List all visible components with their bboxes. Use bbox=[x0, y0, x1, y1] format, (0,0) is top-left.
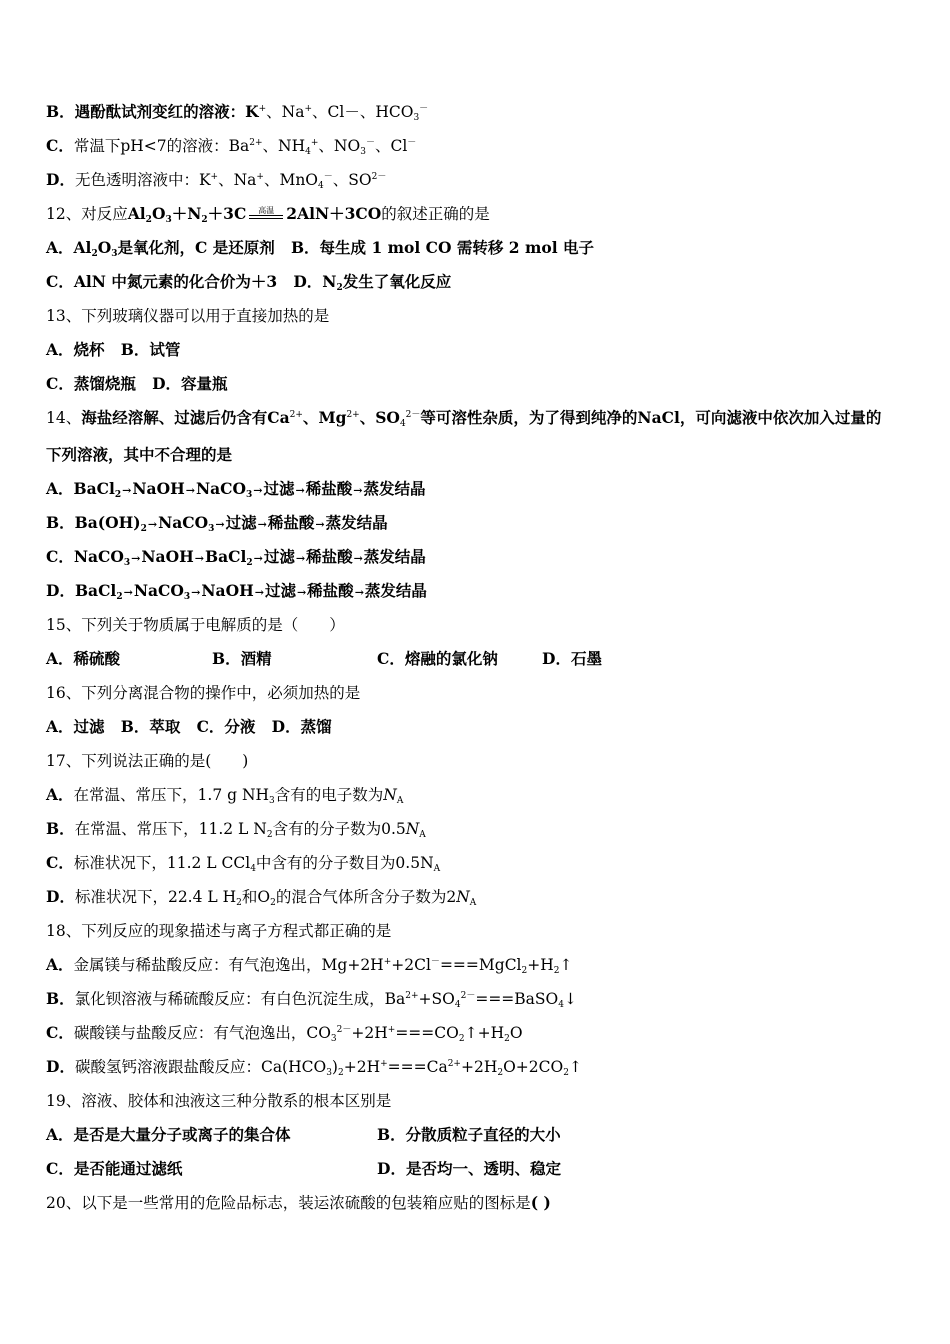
question-14-cont: 下列溶液，其中不合理的是 bbox=[46, 445, 233, 464]
question-number: 19、 bbox=[46, 1092, 82, 1110]
question-16-options: A．过滤 B．萃取 C．分液 D．蒸馏 bbox=[46, 717, 332, 736]
arrow-icon: → bbox=[215, 518, 225, 531]
option-label: C． bbox=[46, 853, 74, 872]
option-label: C． bbox=[46, 1023, 74, 1042]
arrow-icon: → bbox=[185, 484, 195, 497]
question-number: 20、 bbox=[46, 1194, 82, 1212]
option-label: C． bbox=[377, 649, 405, 668]
question-16: 16、下列分离混合物的操作中，必须加热的是 bbox=[46, 684, 361, 702]
option-label: A． bbox=[46, 955, 74, 974]
question-13-options-ab: A．烧杯 B．试管 bbox=[46, 340, 181, 359]
option-label: D． bbox=[46, 887, 75, 906]
option-label: C． bbox=[46, 136, 74, 155]
arrow-icon: → bbox=[131, 552, 141, 565]
arrow-icon: → bbox=[354, 586, 364, 599]
option-label: C． bbox=[46, 272, 74, 291]
option-11c: C．常温下pH<7的溶液：$Ba^{2+}$、$NH_4^+$、$NO_3^-$、Cl－ bbox=[46, 136, 417, 157]
option-label: A． bbox=[46, 238, 74, 257]
option-label: B． bbox=[46, 513, 75, 532]
question-12-options-cd: C．AlN 中氮元素的化合价为＋3 D．$N_2$发生了氧化反应 bbox=[46, 272, 452, 293]
option-label: B． bbox=[120, 340, 150, 359]
option-label: A． bbox=[46, 785, 74, 804]
option-label: A． bbox=[46, 649, 74, 668]
question-13-options-cd: C．蒸馏烧瓶 D．容量瓶 bbox=[46, 374, 228, 393]
arrow-icon: → bbox=[254, 586, 264, 599]
question-number: 18、 bbox=[46, 922, 82, 940]
arrow-icon: → bbox=[253, 484, 263, 497]
arrow-icon: → bbox=[295, 552, 306, 565]
option-label: D． bbox=[293, 272, 323, 291]
question-15: 15、下列关于物质属于电解质的是（ ） bbox=[46, 616, 345, 634]
question-17-option-b: B．在常温、常压下，11.2 L $N_2$含有的分子数为$0.5N_A$ bbox=[46, 819, 426, 840]
option-11d: D．无色透明溶液中：K+、Na+、MnO$_4$－、$SO^{2-}$ bbox=[46, 170, 387, 191]
arrow-icon: → bbox=[295, 484, 305, 497]
option-label: B． bbox=[46, 989, 75, 1008]
option-label: D． bbox=[152, 374, 182, 393]
option-label: B． bbox=[120, 717, 150, 736]
reaction-condition: 高温 bbox=[246, 204, 286, 224]
option-label: B． bbox=[377, 1125, 406, 1144]
option-label: A． bbox=[46, 717, 74, 736]
gas-up-arrow-icon: ↑ bbox=[559, 956, 573, 974]
option-label: C． bbox=[46, 547, 74, 566]
question-18-option-c: C．碳酸镁与盐酸反应：有气泡逸出，$CO_3^{2-}+2H^+===CO_2↑+H_2O$ bbox=[46, 1023, 523, 1044]
option-label: A． bbox=[46, 1125, 74, 1144]
option-label: B． bbox=[212, 649, 241, 668]
question-number: 15、 bbox=[46, 616, 82, 634]
question-17: 17、下列说法正确的是( ) bbox=[46, 752, 249, 770]
option-label: D． bbox=[46, 170, 75, 189]
question-14-option-d: D．BaCl$_2$→NaCO$_3$→NaOH→过滤→稀盐酸→蒸发结晶 bbox=[46, 581, 427, 602]
option-label: D． bbox=[46, 1057, 75, 1076]
option-label: C． bbox=[46, 1159, 74, 1178]
gas-up-arrow-icon: ↑ bbox=[464, 1024, 478, 1042]
question-19: 19、溶液、胶体和浊液这三种分散系的根本区别是 bbox=[46, 1092, 392, 1110]
question-18-option-a: A．金属镁与稀盐酸反应：有气泡逸出，$Mg+2H^++2Cl^-===MgCl_2+H_2↑$ bbox=[46, 955, 573, 976]
question-12-options-ab: A．$Al_2O_3$是氧化剂，C 是还原剂 B．每生成 1 mol CO 需转移 2 mol 电子 bbox=[46, 238, 594, 259]
question-14: 14、海盐经溶解、过滤后仍含有$Ca^{2+}$、$Mg^{2+}$、$SO_4^{2-}$等可溶性杂质，为了得到纯净的NaCl，可向滤液中依次加入过量的 bbox=[46, 408, 882, 429]
option-label: D． bbox=[46, 581, 75, 600]
question-number: 16、 bbox=[46, 684, 82, 702]
question-17-option-d: D．标准状况下，22.4 L $H_2$和$O_2$的混合气体所含分子数为$2N_A$ bbox=[46, 887, 477, 908]
exam-page: B．遇酚酞试剂变红的溶液：K+、Na+、Cl－、$HCO_3^-$ C．常温下pH<7的溶液：$Ba^{2+}$、$NH_4^+$、$NO_3^-$、Cl－ D．无色透明溶液中：K+、Na+、MnO$_4$－、$SO^{2-}$ 12、对反应$Al_2O_3+N_2+3C$ 高温 2AlN＋3CO的叙述正确的是 A．$Al_2O_3$是氧化剂，C 是还原剂 B．每生成 1 mol CO 需转移 2 mol 电子 C．AlN 中氮元素的化合价为＋3 D．$N_2$发生了氧化反应 13、下列玻璃仪器可以用于直接加热的是 A．烧杯 B．试管 C．蒸馏烧瓶 D．容量瓶 14、海盐经溶解、过滤后仍含有$Ca^{2+}$、$Mg^{2+}$、$SO_4^{2-}$等可溶性杂质，为了得到纯净的NaCl，可向滤液中依次加入过量的 下列溶液，其中不合理的是 A．BaCl$_2$→NaOH→NaCO$_3$→过滤→稀盐酸→蒸发结晶 B．$Ba(OH)_2\to NaCO_3\to$过滤→稀盐酸→蒸发结晶 C．NaCO$_3$→NaOH→BaCl$_2$→过滤→稀盐酸→蒸发结晶 D．BaCl$_2$→NaCO$_3$→NaOH→过滤→稀盐酸→蒸发结晶 15、下列关于物质属于电解质的是（ ） A．稀硫酸 B．酒精 C．熔融的氯化钠 D．石墨 16、下列分离混合物的操作中，必须加热的是 A．过滤 B．萃取 C．分液 D．蒸馏 17、下列说法正确的是( ) A．在常温、常压下，1.7 g $NH_3$含有的电子数为$N_A$ B．在常温、常压下，11.2 L $N_2$含有的分子数为$0.5N_A$ C．标准状况下，11.2 L CCl$_4$中含有的分子数目为$0.5N_A$ D．标准状况下，22.4 L $H_2$和$O_2$的混合气体所含分子数为$2N_A$ 18、下列反应的现象描述与离子方程式都正确的是 A．金属镁与稀盐酸反应：有气泡逸出，$Mg+2H^++2Cl^-===MgCl_2+H_2↑$ B．氯化钡溶液与稀硫酸反应：有白色沉淀生成，$Ba^{2+}+SO_4^{2-}===BaSO_4↓$ C．碳酸镁与盐酸反应：有气泡逸出，$CO_3^{2-}+2H^+===CO_2↑+H_2O$ D．碳酸氢钙溶液跟盐酸反应：$Ca(HCO_3)_2+2H^+===Ca^{2+}+2H_2O+2CO_2↑$ 19、溶液、胶体和浊液这三种分散系的根本区别是 A．是否是大量分子或离子的集合体 B．分散质粒子直径的大小 C．是否能通过滤纸 D．是否均一、透明、稳定 20、以下是一些常用的危险品标志，装运浓硫酸的包装箱应贴的图标是( ) bbox=[46, 102, 882, 1212]
option-label: B． bbox=[46, 819, 75, 838]
option-label: B． bbox=[290, 238, 320, 257]
option-label: C． bbox=[46, 374, 74, 393]
arrow-icon: → bbox=[194, 552, 204, 565]
question-18-option-b: B．氯化钡溶液与稀硫酸反应：有白色沉淀生成，$Ba^{2+}+SO_4^{2-}===BaSO_4↓$ bbox=[46, 989, 577, 1010]
gas-up-arrow-icon: ↑ bbox=[568, 1058, 582, 1076]
question-13: 13、下列玻璃仪器可以用于直接加热的是 bbox=[46, 307, 330, 325]
arrow-icon: → bbox=[315, 518, 325, 531]
arrow-icon: → bbox=[191, 586, 201, 599]
question-number: 17、 bbox=[46, 752, 82, 770]
precipitate-down-arrow-icon: ↓ bbox=[563, 990, 577, 1008]
option-label: A． bbox=[46, 479, 74, 498]
question-number: 14、 bbox=[46, 409, 82, 427]
arrow-icon: → bbox=[253, 552, 263, 565]
arrow-icon: → bbox=[122, 484, 132, 497]
option-label: A． bbox=[46, 340, 74, 359]
question-14-option-a: A．BaCl$_2$→NaOH→NaCO$_3$→过滤→稀盐酸→蒸发结晶 bbox=[46, 479, 426, 500]
option-label: D． bbox=[377, 1159, 406, 1178]
option-label: C． bbox=[196, 717, 225, 736]
arrow-icon: → bbox=[257, 518, 267, 531]
question-20: 20、以下是一些常用的危险品标志，装运浓硫酸的包装箱应贴的图标是( ) bbox=[46, 1193, 551, 1212]
question-12: 12、对反应$Al_2O_3+N_2+3C$ 高温 2AlN＋3CO的叙述正确的是 bbox=[46, 204, 490, 225]
question-14-option-c: C．NaCO$_3$→NaOH→BaCl$_2$→过滤→稀盐酸→蒸发结晶 bbox=[46, 547, 426, 568]
option-11b: B．遇酚酞试剂变红的溶液：K+、Na+、Cl－、$HCO_3^-$ bbox=[46, 102, 429, 123]
question-number: 13、 bbox=[46, 307, 82, 325]
question-14-option-b: B．$Ba(OH)_2\to NaCO_3\to$过滤→稀盐酸→蒸发结晶 bbox=[46, 513, 388, 534]
question-18-option-d: D．碳酸氢钙溶液跟盐酸反应：$Ca(HCO_3)_2+2H^+===Ca^{2+}+2H_2O+2CO_2↑$ bbox=[46, 1057, 582, 1078]
arrow-icon: → bbox=[353, 552, 363, 565]
question-number: 12、 bbox=[46, 205, 82, 223]
option-label: D． bbox=[542, 649, 571, 668]
option-label: D． bbox=[271, 717, 301, 736]
arrow-icon: → bbox=[296, 586, 307, 599]
question-17-option-c: C．标准状况下，11.2 L CCl$_4$中含有的分子数目为$0.5N_A$ bbox=[46, 853, 441, 874]
arrow-icon: → bbox=[123, 586, 133, 599]
question-18: 18、下列反应的现象描述与离子方程式都正确的是 bbox=[46, 922, 392, 940]
arrow-icon: → bbox=[353, 484, 363, 497]
question-17-option-a: A．在常温、常压下，1.7 g $NH_3$含有的电子数为$N_A$ bbox=[46, 785, 404, 806]
arrow-icon: → bbox=[147, 518, 158, 531]
option-label: B． bbox=[46, 102, 75, 121]
